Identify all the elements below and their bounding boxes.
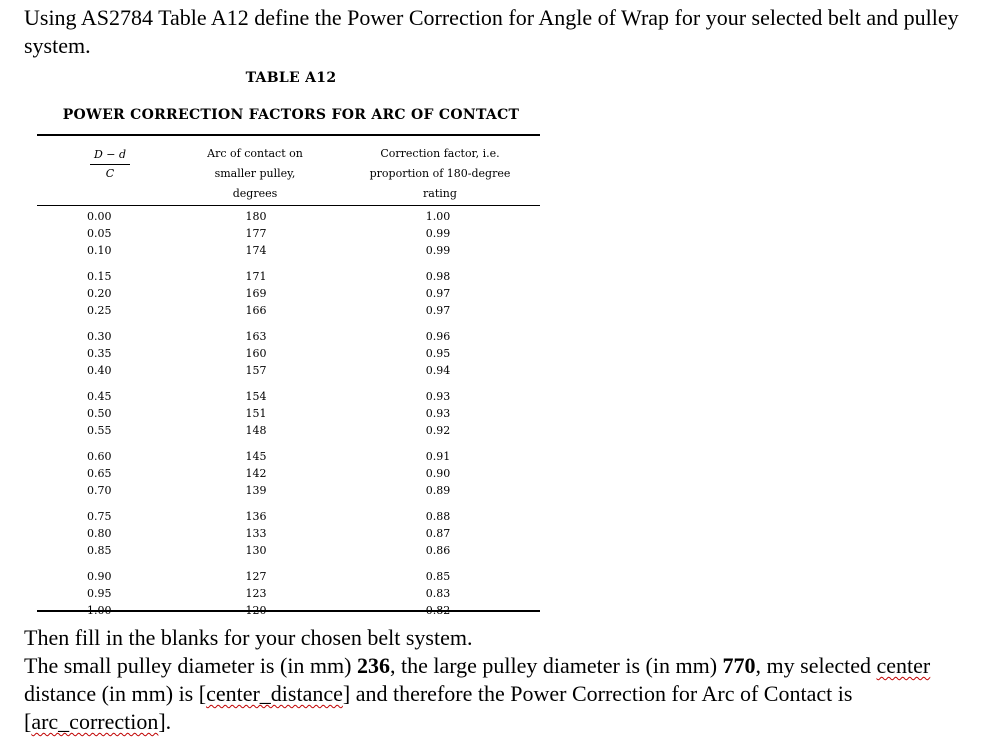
row-group [87, 568, 127, 619]
fill-in-sentence [24, 652, 992, 736]
factor-cell: 0.86 [425, 544, 451, 557]
arc-cell: 127 [245, 570, 267, 583]
arc-cell: 177 [245, 227, 267, 240]
row-group [87, 388, 127, 439]
ratio-cell: 0.20 [87, 287, 112, 300]
arc-cell: 180 [245, 210, 267, 223]
header-ratio-numerator: D − d [90, 146, 130, 165]
table-top-rule [37, 134, 540, 136]
ratio-cell: 0.50 [87, 407, 112, 420]
row-group [418, 568, 458, 619]
header-arc-line: Arc of contact on [207, 147, 303, 160]
center-distance-blank[interactable]: center_distance [206, 681, 343, 706]
header-factor-line: Correction factor, i.e. [380, 147, 500, 160]
factor-cell: 0.99 [425, 227, 451, 240]
ratio-cell: 0.90 [87, 570, 112, 583]
factor-cell: 0.93 [425, 407, 451, 420]
small-diameter-value: 236 [356, 653, 390, 678]
factor-cell: 0.82 [425, 604, 451, 617]
arc-cell: 145 [245, 450, 267, 463]
factor-cell: 0.97 [425, 304, 451, 317]
row-group [236, 388, 276, 439]
row-group [87, 328, 127, 379]
row-group [236, 568, 276, 619]
row-group [87, 208, 127, 259]
arc-cell: 139 [245, 484, 267, 497]
sentence-text: , my selected [755, 653, 877, 678]
arc-cell: 136 [245, 510, 267, 523]
sentence-text: distance (in mm) is [ [24, 681, 207, 706]
row-group [418, 268, 458, 319]
arc-correction-blank[interactable]: arc_correction [31, 709, 159, 734]
ratio-cell: 0.80 [87, 527, 112, 540]
row-group [418, 508, 458, 559]
header-factor-line: proportion of 180-degree [369, 167, 511, 180]
arc-cell: 171 [245, 270, 267, 283]
header-factor [340, 144, 540, 204]
ratio-cell: 0.15 [87, 270, 112, 283]
row-group [236, 268, 276, 319]
table-header-rule [37, 205, 540, 206]
row-group [236, 508, 276, 559]
factor-cell: 0.92 [425, 424, 451, 437]
factor-cell: 0.85 [425, 570, 451, 583]
factor-cell: 0.97 [425, 287, 451, 300]
arc-cell: 120 [245, 604, 267, 617]
factor-cell: 0.95 [425, 347, 451, 360]
row-group [418, 328, 458, 379]
factor-cell: 0.98 [425, 270, 451, 283]
ratio-cell: 0.00 [87, 210, 112, 223]
factor-cell: 0.94 [425, 364, 451, 377]
factor-cell: 0.87 [425, 527, 451, 540]
factor-cell: 0.83 [425, 587, 451, 600]
ratio-cell: 0.55 [87, 424, 112, 437]
arc-cell: 133 [245, 527, 267, 540]
header-factor-line: rating [423, 187, 457, 200]
ratio-cell: 0.10 [87, 244, 112, 257]
table-label: TABLE A12 [245, 70, 337, 86]
header-ratio-denominator: C [105, 167, 115, 180]
row-group [418, 208, 458, 259]
header-arc [185, 144, 325, 204]
factor-cell: 0.89 [425, 484, 451, 497]
arc-cell: 166 [245, 304, 267, 317]
table-title: POWER CORRECTION FACTORS FOR ARC OF CONTACT [62, 107, 520, 123]
ratio-cell: 0.95 [87, 587, 112, 600]
question-intro: Using AS2784 Table A12 define the Power Correction for Angle of Wrap for your selected belt and pulley system. [24, 5, 959, 58]
row-group [236, 448, 276, 499]
header-arc-line: smaller pulley, [214, 167, 296, 180]
fill-in-instruction: Then fill in the blanks for your chosen belt system. [24, 625, 473, 650]
row-group [418, 388, 458, 439]
row-group [87, 268, 127, 319]
arc-cell: 169 [245, 287, 267, 300]
ratio-cell: 0.25 [87, 304, 112, 317]
ratio-cell: 0.40 [87, 364, 112, 377]
column-ratio [87, 208, 127, 628]
ratio-cell: 0.30 [87, 330, 112, 343]
factor-cell: 0.96 [425, 330, 451, 343]
header-arc-line: degrees [232, 187, 278, 200]
row-group [418, 448, 458, 499]
ratio-cell: 0.75 [87, 510, 112, 523]
column-factor [418, 208, 458, 628]
arc-cell: 160 [245, 347, 267, 360]
factor-cell: 0.90 [425, 467, 451, 480]
fill-in-section [24, 624, 992, 736]
sentence-text: , the large pulley diameter is (in mm) [389, 653, 723, 678]
sentence-text: The small pulley diameter is (in mm) [24, 653, 357, 678]
arc-cell: 142 [245, 467, 267, 480]
factor-cell: 0.91 [425, 450, 451, 463]
row-group [236, 208, 276, 259]
arc-cell: 151 [245, 407, 267, 420]
row-group [236, 328, 276, 379]
arc-cell: 148 [245, 424, 267, 437]
ratio-cell: 0.60 [87, 450, 112, 463]
ratio-cell: 0.70 [87, 484, 112, 497]
column-arc [236, 208, 276, 628]
factor-cell: 0.88 [425, 510, 451, 523]
arc-cell: 123 [245, 587, 267, 600]
ratio-cell: 1.00 [87, 604, 112, 617]
arc-cell: 174 [245, 244, 267, 257]
arc-cell: 154 [245, 390, 267, 403]
word-center: center [876, 653, 931, 678]
arc-cell: 157 [245, 364, 267, 377]
ratio-cell: 0.65 [87, 467, 112, 480]
ratio-cell: 0.45 [87, 390, 112, 403]
large-diameter-value: 770 [722, 653, 756, 678]
row-group [87, 508, 127, 559]
ratio-cell: 0.35 [87, 347, 112, 360]
sentence-text: ] and therefore the Power Correction for Arc of Contact is [ [24, 681, 853, 734]
arc-cell: 163 [245, 330, 267, 343]
sentence-text: ]. [158, 709, 172, 734]
arc-cell: 130 [245, 544, 267, 557]
ratio-cell: 0.85 [87, 544, 112, 557]
factor-cell: 0.99 [425, 244, 451, 257]
header-ratio [70, 146, 150, 183]
factor-cell: 1.00 [425, 210, 451, 223]
factor-cell: 0.93 [425, 390, 451, 403]
ratio-cell: 0.05 [87, 227, 112, 240]
row-group [87, 448, 127, 499]
